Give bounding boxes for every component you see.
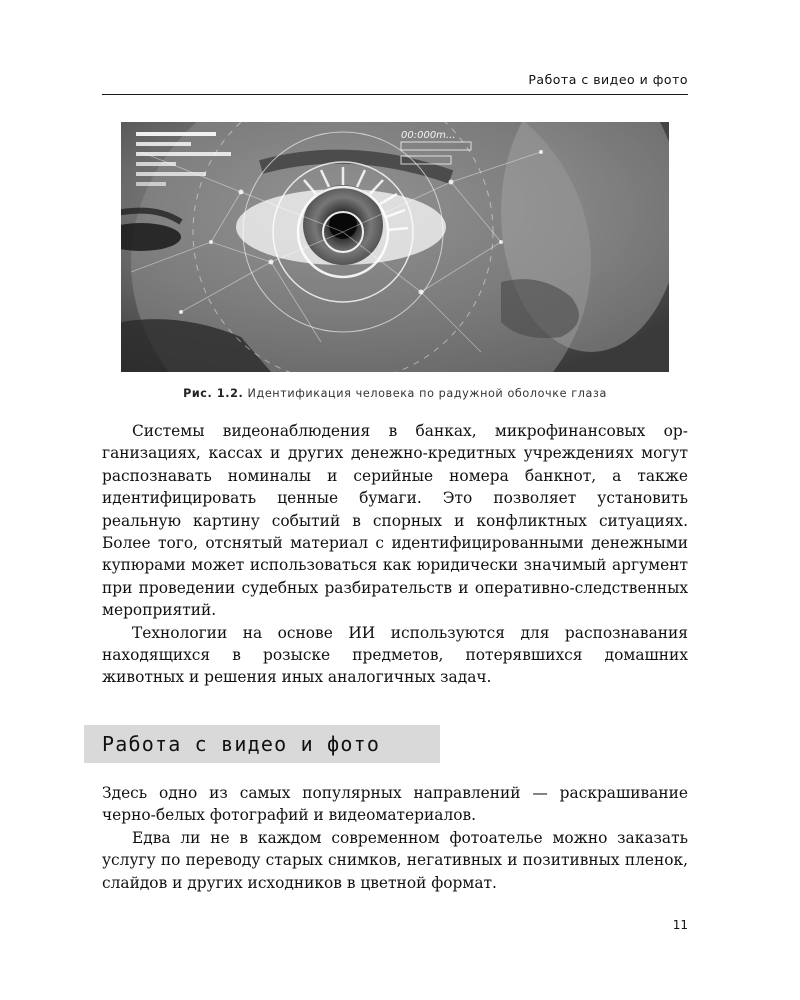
section-heading-title: Работа с видео и фото: [102, 732, 381, 756]
paragraph: Здесь одно из самых популярных направлений — раскрашивание черно-белых фотографий и видеоматериалов.: [102, 784, 688, 825]
paragraph: Системы видеонаблюдения в банках, микрофинансовых организациях, кассах и других денежно-кредитных учреждениях могут распознавать номиналы и серийные номера банкнот, а также идентифицировать ценные бумаги. Это позволяет установить реальную картину событий в спорных и конфликтных ситуациях. Более того, отснятый материал с идентифицированными денежными купюрами может использоваться как юридически значимый аргумент при проведении судебных разбирательств и оперативно-следственных мероприятий.: [102, 422, 688, 620]
figure-caption: [102, 387, 688, 400]
hud-overlay-text: 00:000m...: [401, 130, 456, 141]
running-header-title: Работа с видео и фото: [528, 72, 688, 87]
text-block-2: [102, 782, 688, 894]
figure-caption-label: Рис. 1.2.: [183, 387, 244, 400]
paragraph: Технологии на основе ИИ используются для распознавания находящихся в розыске предметов, потерявшихся домашних животных и решения иных аналогичных задач.: [102, 623, 688, 687]
running-header: [102, 70, 688, 95]
text-block-1: [102, 420, 688, 689]
figure-caption-text: Идентификация человека по радужной оболочке глаза: [247, 387, 607, 400]
iris-scan-image: [121, 122, 669, 372]
page-number: 11: [672, 918, 688, 932]
figure-iris-scan: [121, 122, 669, 372]
paragraph: Едва ли не в каждом современном фотоателье можно заказать услугу по переводу старых снимков, негативных и позитивных пленок, слайдов и других исходников в цветной формат.: [102, 828, 688, 892]
section-heading: [84, 725, 440, 763]
